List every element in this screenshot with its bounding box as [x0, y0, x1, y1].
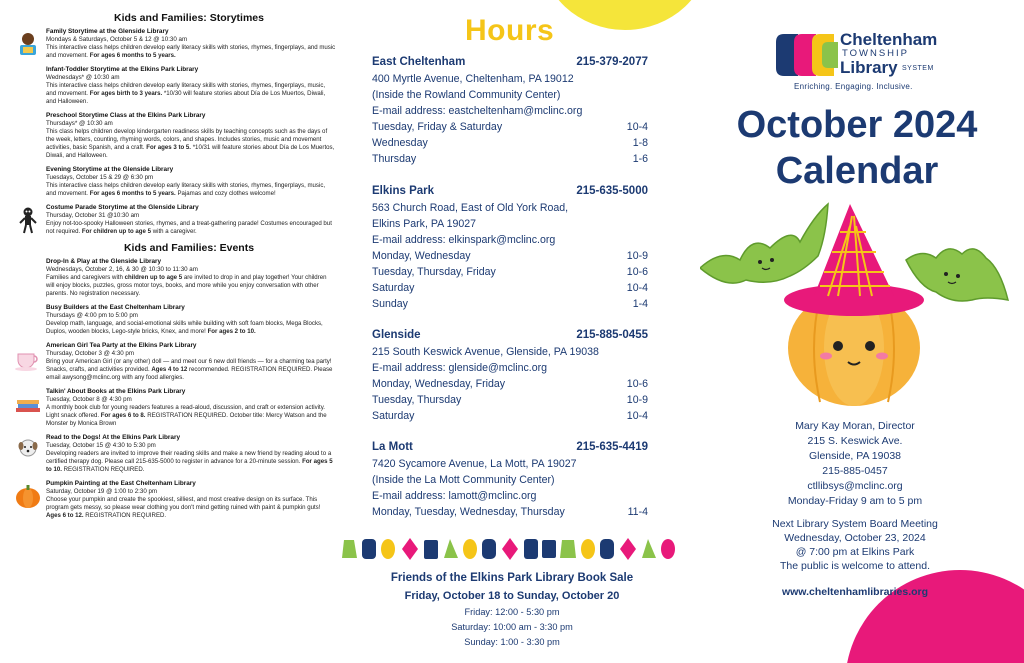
- teacup-icon: [14, 344, 42, 372]
- event-item: [14, 480, 336, 520]
- hours-row: Tuesday, Friday & Saturday 10-4: [372, 121, 648, 133]
- bottom-pink-circle: [840, 565, 1024, 663]
- book-sale-sunday: Sunday: 1:00 - 3:30 pm: [464, 637, 560, 647]
- contact-city: Glenside, PA 19038: [808, 450, 902, 462]
- event-when: Mondays & Saturdays, October 5 & 12 @ 10:30 am: [46, 36, 188, 43]
- pumpkin-witch-illustration: [700, 196, 1010, 416]
- storytimes-heading: Kids and Families: Storytimes: [114, 12, 264, 24]
- address-line: 215 South Keswick Avenue, Glenside, PA 19038: [372, 346, 599, 358]
- bat-icon: [906, 249, 1008, 301]
- hours-row: Tuesday, Thursday, Friday 10-6: [372, 266, 648, 278]
- book-sale-friday: Friday: 12:00 - 5:30 pm: [464, 607, 560, 617]
- location-phone[interactable]: 215-379-2077: [576, 56, 648, 68]
- event-desc: Develop math, language, and social-emotional skills while building with soft foam blocks, Mega Blocks, Duplos, wooden blocks, Lego-style bricks, Knex, and more! For ages 2 to 10.: [46, 320, 323, 335]
- address-line: Elkins Park, PA 19027: [372, 218, 477, 230]
- location-phone[interactable]: 215-635-4419: [576, 441, 648, 453]
- pumpkin-icon: [14, 482, 42, 510]
- contact-street: 215 S. Keswick Ave.: [807, 435, 903, 447]
- hours-row: Saturday 10-4: [372, 282, 648, 294]
- gem-divider: [342, 536, 682, 562]
- event-title: Costume Parade Storytime at the Glenside Library: [46, 204, 199, 211]
- location-east-cheltenham: [372, 56, 648, 167]
- event-when: Thursday, October 3 @ 4:30 pm: [46, 350, 135, 357]
- website-link[interactable]: www.cheltenhamlibraries.org: [781, 586, 929, 598]
- event-desc: This interactive class helps children develop early literacy skills with stories, rhymes, fingerplays, music, and movement. For ages 6 months to 5 years. Pajamas and cozy clothes welcome!: [46, 182, 326, 197]
- hours-row: Monday, Wednesday, Friday 10-6: [372, 378, 648, 390]
- email-line[interactable]: E-mail address: glenside@mclinc.org: [372, 362, 548, 374]
- location-phone[interactable]: 215-885-0455: [576, 329, 648, 341]
- contact-block: [720, 419, 990, 509]
- event-desc: A monthly book club for young readers features a read-aloud, discussion, and craft or extension activity. Light snack offered. For ages 6 to 8. REGISTRATION REQUIRED. October title: Mercy Watson and the Monster by Monica Brown: [46, 404, 327, 427]
- event-title: American Girl Tea Party at the Elkins Park Library: [46, 342, 197, 349]
- book-sale-dates: Friday, October 18 to Sunday, October 20: [404, 590, 620, 602]
- address-line: 7420 Sycamore Avenue, La Mott, PA 19027: [372, 458, 577, 470]
- event-when: Saturday, October 19 @ 1:00 to 2:30 pm: [46, 488, 158, 495]
- event-item: [14, 258, 336, 298]
- event-desc: Enjoy not-too-spooky Halloween stories, rhymes, and a treat-gathering parade! Costumes encouraged but not required. For children up to age 5 with a caregiver.: [46, 220, 332, 235]
- event-when: Tuesdays, October 15 & 29 @ 6:30 pm: [46, 174, 154, 181]
- book-sale-title: Friends of the Elkins Park Library Book Sale: [390, 572, 634, 584]
- hours-row: Monday, Tuesday, Wednesday, Thursday 11-4: [372, 506, 648, 518]
- left-column: [14, 12, 336, 660]
- email-line[interactable]: E-mail address: elkinspark@mclinc.org: [372, 234, 556, 246]
- location-phone[interactable]: 215-635-5000: [576, 185, 648, 197]
- address-line: 400 Myrtle Avenue, Cheltenham, PA 19012: [372, 73, 574, 85]
- event-item: [14, 66, 336, 106]
- event-item: [14, 342, 336, 382]
- library-logo-icon: [776, 32, 838, 78]
- event-when: Thursday, October 31 @10:30 am: [46, 212, 140, 219]
- events-heading: Kids and Families: Events: [123, 242, 255, 254]
- dog-icon: [14, 436, 42, 464]
- event-item: [14, 112, 336, 160]
- event-title: Busy Builders at the East Cheltenham Library: [46, 304, 185, 311]
- board-line: Wednesday, October 23, 2024: [784, 532, 926, 544]
- event-when: Wednesdays, October 2, 16, & 30 @ 10:30 to 11:30 am: [46, 266, 198, 273]
- event-item: [14, 28, 336, 60]
- event-desc: Developing readers are invited to improve their reading skills and make a new friend by reading aloud to a certified therapy dog. Please call 215-635-5000 to register in advance for a 20-minute session. For ages 5 to 10. REGISTRATION REQUIRED.: [46, 450, 333, 473]
- event-when: Tuesday, October 15 @ 4:30 to 5:30 pm: [46, 442, 156, 449]
- logo-text: Cheltenham: [840, 30, 938, 49]
- top-yellow-circle: [540, 0, 710, 40]
- book-sale-saturday: Saturday: 10:00 am - 3:30 pm: [451, 622, 573, 632]
- event-desc: This interactive class helps children develop early literacy skills with stories, rhymes, fingerplays, music, and movement. For ages birth to 3 years. *10/30 will feature stories about Día de Los Muertos, Diwali, and Halloween.: [46, 82, 326, 105]
- location-name: Elkins Park: [372, 185, 435, 197]
- hours-row: Saturday 10-4: [372, 410, 648, 422]
- email-line[interactable]: E-mail address: lamott@mclinc.org: [372, 490, 537, 502]
- event-title: Evening Storytime at the Glenside Library: [46, 166, 174, 173]
- board-line: @ 7:00 pm at Elkins Park: [795, 546, 915, 558]
- event-desc: Choose your pumpkin and create the spookiest, silliest, and most creative design on its surface. This program gets messy, so please wear clothing you don't mind getting ruined with paint & pumpkin guts! Ages 6 to 12. REGISTRATION REQUIRED.: [46, 496, 321, 519]
- logo-text: SYSTEM: [902, 65, 934, 72]
- hours-row: Monday, Wednesday 10-9: [372, 250, 648, 262]
- contact-email[interactable]: ctllibsys@mclinc.org: [807, 480, 903, 492]
- event-item: [14, 304, 336, 336]
- event-desc: This interactive class helps children develop early literacy skills with stories, rhymes, fingerplays, and music and movement. For ages 6 months to 5 years.: [46, 44, 336, 59]
- location-name: East Cheltenham: [372, 56, 466, 68]
- address-line: (Inside the La Mott Community Center): [372, 474, 555, 486]
- bat-icon: [700, 204, 828, 283]
- logo-text: Library: [840, 58, 898, 77]
- event-when: Tuesday, October 8 @ 4:30 pm: [46, 396, 132, 403]
- location-elkins-park: [372, 185, 648, 312]
- event-title: Preschool Storytime Class at the Elkins Park Library: [46, 112, 206, 119]
- event-desc: This class helps children develop kindergarten readiness skills by teaching concepts such as the days of the week, letters, counting, rhyming words, colors, and shapes. Includes stories, music and movement activities, basic Spanish, and a craft. For ages 3 to 5. *10/31 will feature stories about Día de Los Muertos, Diwali, and Halloween.: [46, 128, 335, 159]
- event-desc: Bring your American Girl (or any other) doll — and meet our 6 new doll friends — for a charming tea party! Snacks, crafts, and activities provided. Ages 4 to 12 recommended. REGISTRATION REQUIRED. Please email awysong@mclinc.org with any food allergies.: [46, 358, 333, 381]
- event-title: Talkin' About Books at the Elkins Park Library: [46, 388, 186, 395]
- event-title: Drop-In & Play at the Glenside Library: [46, 258, 162, 265]
- page-title: October 2024 Calendar: [736, 104, 978, 192]
- event-item: [14, 388, 336, 428]
- event-when: Thursdays* @ 10:30 am: [46, 120, 113, 127]
- board-line: Next Library System Board Meeting: [772, 518, 938, 530]
- location-la-mott: [372, 441, 648, 520]
- event-when: Thursdays @ 4:00 pm to 5:00 pm: [46, 312, 138, 319]
- event-when: Wednesdays* @ 10:30 am: [46, 74, 120, 81]
- reading-child-icon: [14, 30, 42, 58]
- logo-tagline: Enriching. Engaging. Inclusive.: [794, 82, 913, 91]
- hours-title: Hours: [465, 14, 555, 47]
- event-title: Read to the Dogs! At the Elkins Park Library: [46, 434, 180, 441]
- contact-phone[interactable]: 215-885-0457: [822, 465, 888, 477]
- event-desc: Families and caregivers with children up to age 5 are invited to drop in and play together! Your children will enjoy blocks, puzzles, gross motor toys, books, and more while you enjoy conversation with other parents. No registration necessary.: [46, 274, 327, 297]
- skeleton-costume-icon: [14, 206, 42, 234]
- location-name: Glenside: [372, 329, 421, 341]
- hours-row: Thursday 1-6: [372, 153, 648, 165]
- location-glenside: [372, 329, 648, 424]
- event-item: [14, 204, 336, 236]
- email-line[interactable]: E-mail address: eastcheltenham@mclinc.org: [372, 105, 583, 117]
- logo-text: TOWNSHIP: [842, 48, 910, 59]
- hours-row: Tuesday, Thursday 10-9: [372, 394, 648, 406]
- hours-row: Wednesday 1-8: [372, 137, 648, 149]
- address-line: 563 Church Road, East of Old York Road,: [372, 202, 569, 214]
- event-title: Family Storytime at the Glenside Library: [46, 28, 169, 35]
- event-item: [14, 166, 336, 198]
- address-line: (Inside the Rowland Community Center): [372, 89, 561, 101]
- books-icon: [14, 390, 42, 418]
- hours-row: Sunday 1-4: [372, 298, 648, 310]
- board-line: The public is welcome to attend.: [780, 560, 930, 572]
- event-title: Infant-Toddler Storytime at the Elkins Park Library: [46, 66, 199, 73]
- location-name: La Mott: [372, 441, 413, 453]
- event-title: Pumpkin Painting at the East Cheltenham Library: [46, 480, 196, 487]
- director-name: Mary Kay Moran, Director: [795, 420, 915, 432]
- contact-hours: Monday-Friday 9 am to 5 pm: [787, 495, 923, 507]
- board-meeting-block: [720, 517, 990, 573]
- event-item: [14, 434, 336, 474]
